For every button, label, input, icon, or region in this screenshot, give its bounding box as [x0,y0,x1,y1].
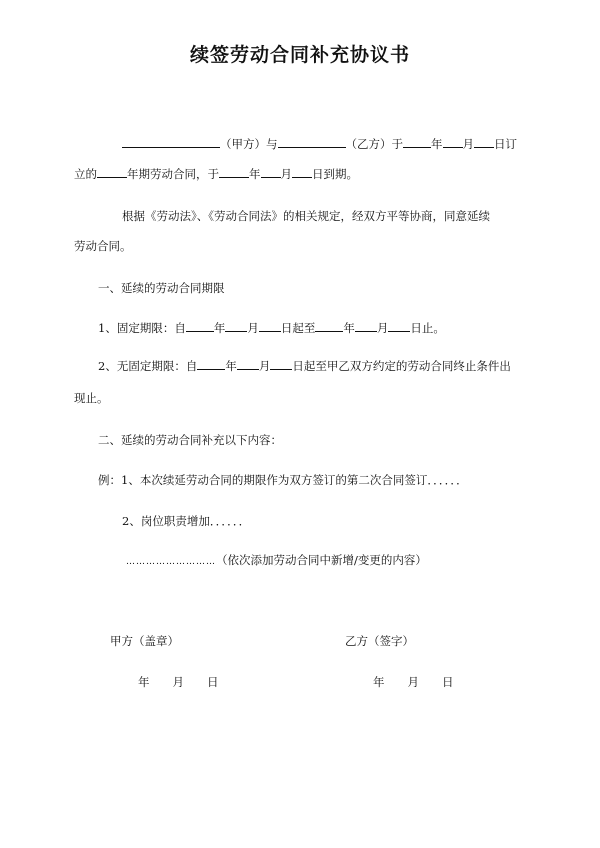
fixed-start-day-blank[interactable] [259,320,281,332]
fixed-start-year-label: 年 [213,321,226,335]
signed-year-label: 年 [431,137,443,151]
open-term-rest: 日起至甲乙双方约定的劳动合同终止条件出 [292,359,511,373]
fixed-end-label: 日止。 [410,321,445,335]
section2-heading: 二、延续的劳动合同补充以下内容： [98,433,282,447]
fixed-end-year-blank[interactable] [315,320,343,332]
additions-line [126,552,427,570]
fixed-end-year-label: 年 [343,321,355,335]
additions-note: （依次添加劳动合同中新增/变更的内容） [216,553,427,567]
line2-month: 月 [280,167,292,181]
fixed-end-day-blank[interactable] [388,320,410,332]
party-a-signature-label: 甲方（盖章） [110,634,179,648]
intro-line-1 [122,136,517,152]
signed-month-label: 月 [462,137,474,151]
fixed-start-month-blank[interactable] [225,320,247,332]
party-b-label: （乙方）于 [345,137,403,151]
open-term-line-2: 现止。 [74,391,109,405]
party-b-signature-label: 乙方（签字） [345,634,414,648]
expiry-day-blank[interactable] [292,166,312,178]
line2-contract: 年期劳动合同，于 [127,167,219,181]
dots-leader: ……………………… [126,557,216,567]
signed-day-label: 日订 [494,137,517,151]
contract-years-blank[interactable] [97,166,127,178]
party-a-blank[interactable] [122,136,220,148]
expiry-year-blank[interactable] [219,166,249,178]
expiry-month-blank[interactable] [261,166,281,178]
party-b-blank[interactable] [278,136,346,148]
fixed-term-label: 1、固定期限：自 [98,321,186,335]
fixed-start-year-blank[interactable] [186,320,214,332]
fixed-term-line [98,320,445,336]
line2-end: 日到期。 [312,167,358,181]
line2-year: 年 [249,167,261,181]
signed-year-blank[interactable] [403,136,431,148]
fixed-end-month-label: 月 [376,321,389,335]
open-start-month-label: 月 [258,359,271,373]
example-item-2: 2、岗位职责增加．．．．．． [122,514,251,528]
signed-month-blank[interactable] [443,136,463,148]
basis-line-1: 根据《劳动法》、《劳动合同法》的相关规定，经双方平等协商，同意延续 [122,209,490,223]
signed-day-blank[interactable] [474,136,494,148]
basis-line-2: 劳动合同。 [74,239,132,253]
party-a-label: （甲方）与 [220,137,278,151]
document-title: 续签劳动合同补充协议书 [189,44,410,66]
intro-line-2 [74,166,358,182]
line2-start: 立的 [74,167,97,181]
party-a-date: 年 月 日 [138,675,219,689]
open-start-year-blank[interactable] [197,358,225,370]
fixed-from-label: 日起至 [280,321,316,335]
section1-heading: 一、延续的劳动合同期限 [98,281,225,295]
open-term-line [98,358,511,374]
fixed-end-month-blank[interactable] [355,320,377,332]
open-start-year-label: 年 [225,359,237,373]
open-start-day-blank[interactable] [270,358,292,370]
party-b-date: 年 月 日 [373,675,454,689]
open-term-label: 2、无固定期限：自 [98,359,198,373]
open-start-month-blank[interactable] [237,358,259,370]
example-item-1: 例：1、本次续延劳动合同的期限作为双方签订的第二次合同签订．．．．．． [98,473,468,487]
fixed-start-month-label: 月 [247,321,259,335]
